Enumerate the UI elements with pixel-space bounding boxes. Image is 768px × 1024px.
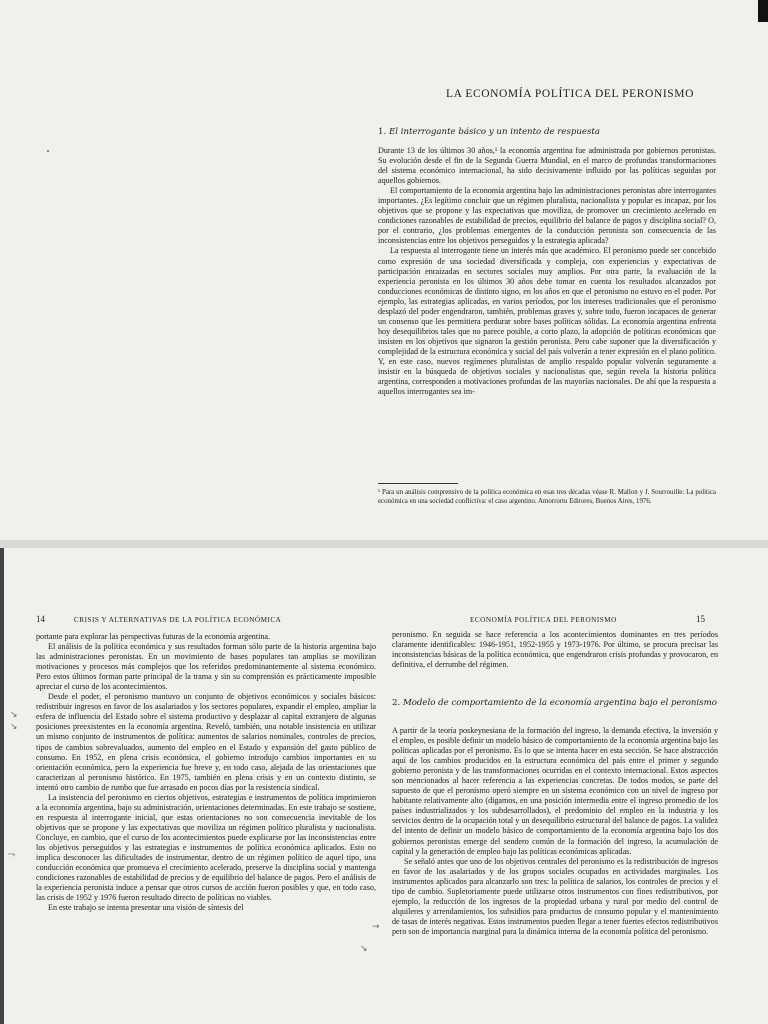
body-paragraph: El comportamiento de la economía argentina bajo las administraciones peronistas abre interrogantes importantes. ¿Es legítimo concluir que un régimen pluralista, nacionalista y popular es incapaz, por los objetivos que se propone y las expectativas que moviliza, de promover un crecimiento acelerado en condiciones razonables de estabilidad de precios, equilibrio del balance de pagos y disciplina social? O, por el contrario, ¿los problemas emergentes de la conducción peronista son consecuencia de las inconsistencias entre los objetivos perseguidos y la estrategia aplicada?	[378, 186, 716, 246]
footnote-rule	[378, 483, 458, 484]
section-1-number: 1.	[378, 127, 387, 137]
page-number-right: 15	[696, 614, 705, 624]
running-head-left: CRISIS Y ALTERNATIVAS DE LA POLÍTICA ECONÓMICA	[74, 616, 282, 624]
body-paragraph: El análisis de la política económica y sus resultados forman sólo parte de la historia argentina bajo las administraciones peronistas. En un movimiento de bases populares tan amplias se movilizan motivaciones y procesos más complejos que los referidos predominantemente al sistema económico. Pero estos últimos forman parte principal de la trama y sin su comprensión es prácticamente imposible apreciar el curso de los acontecimientos.	[36, 642, 376, 692]
body-paragraph: La respuesta al interrogante tiene un interés más que académico. El peronismo puede ser concebido como expresión de una sociedad diversificada y compleja, con experiencias y expectativas de participación enraizadas en sectores sociales muy amplios. Por otra parte, la evaluación de la experiencia peronista en los últimos 30 años debe tomar en cuenta los resultados alcanzados por conducciones económicas de distinto signo, en los años en que el peronismo no estuvo en el poder. Por ejemplo, las estrategias aplicadas, en varios períodos, por los intereses tradicionales que el peronismo desplazó del poder engendraron, también, problemas graves y, sobre todo, fueron incapaces de generar un consenso que les permitiera perdurar sobre bases políticas sólidas. La economía argentina enfrenta hoy desequilibrios tales que no parece posible, a corto plazo, la adopción de políticas económicas que insisten en los objetivos que signaron la gestión peronista. Pero cabe suponer que la diversificación y complejidad de la estructura económica y social del país volverán a tener expresión en el plano político. Y, en este caso, nuevos regímenes pluralistas de amplio respaldo popular volverán seguramente a insistir en la búsqueda de objetivos sociales y nacionalistas que, según revela la historia política argentina, corresponden a motivaciones profundas de las mayorías nacionales. De ahí que la respuesta a aquellos interrogantes sea im-	[378, 246, 716, 397]
pen-mark-left: ⤳	[8, 850, 16, 860]
body-paragraph: Desde el poder, el peronismo mantuvo un conjunto de objetivos económicos y sociales básicos: redistribuir ingresos en favor de los asalariados y los sectores populares, expandir el empleo, ampliar la esfera de influencia del Estado sobre el sistema productivo y desplazar al capital extranjero de algunas posiciones preexistentes en la economía argentina. Reveló, también, una notable insistencia en utilizar un mismo conjunto de instrumentos de política: aumentos de salarios nominales, controles de precios, tipos de cambios sobrevaluados, aumento del empleo en el Estado y expansión del gasto público de consumo. En 1952, en plena crisis económica, el gobierno introdujo cambios importantes en su orientación económica, pero la experiencia fue breve y, en todo caso, alejada de las orientaciones que caracterizan al peronismo histórico. En 1975, también en plena crisis y en un contexto distinto, se intentó otro cambio de rumbo que fue arrasado en pocos días por la resistencia sindical.	[36, 692, 376, 792]
footnote: ¹ Para un análisis comprensivo de la política económica en esas tres décadas véase R. Mallon y J. Sourrouille: La política económica en una sociedad conflictiva: el caso argentino. Amorrortu Editores, Buenos Aires, 1976.	[378, 489, 716, 505]
section-2-number: 2.	[392, 698, 401, 708]
scan-speck	[47, 150, 49, 152]
right-intro-column	[392, 630, 718, 670]
page-number-left: 14	[36, 614, 45, 624]
pen-mark-right: ↘	[360, 944, 368, 954]
pen-mark-right: →	[372, 922, 380, 932]
body-paragraph: Se señaló antes que uno de los objetivos centrales del peronismo es la redistribución de ingresos en favor de los asalariados y de los grupos sociales ocupados en actividades marginales. Los instrumentos aplicados para alcanzarlo son tres: la política de salarios, los controles de precios y el tipo de cambio. Supletoriamente puede utilizarse otros instrumentos con fines redistributivos, por ejemplo, la reducción de los ingresos de la propiedad urbana y rural por medio del control de alquileres y arrendamientos, los subsidios para productos de consumo popular y el mantenimiento de tasas de interés negativas. Estos instrumentos pueden llegar a tener fuertes efectos redistributivos pero son de importancia marginal para la dinámica interna de la economía política del peronismo.	[392, 856, 718, 936]
top-body-column	[378, 146, 716, 397]
body-paragraph: En este trabajo se intenta presentar una visión de síntesis del	[48, 903, 244, 913]
section-2-title: Modelo de comportamiento de la economía argentina bajo el peronismo	[402, 698, 717, 708]
body-paragraph: peronismo. En seguida se hace referencia a los acontecimientos dominantes en tres períodos claramente identificables: 1946-1951, 1952-1955 y 1973-1976. Por último, se procura precisar las inconsistencias básicas de la política económica, que engendraron crisis profundas y provocaron, en definitiva, el derrumbe del régimen.	[392, 630, 718, 670]
section-1-title: El interrogante básico y un intento de respuesta	[388, 127, 600, 137]
body-paragraph: A partir de la teoría poskeynesiana de la formación del ingreso, la demanda efectiva, la inversión y el empleo, es posible definir un modelo básico de comportamiento de la economía argentina bajo las políticas aplicadas por el peronismo. Es lo que se intenta hacer en esta sección. Se hace abstracción aquí de los cambios producidos en la estructura económica del país entre el primer y segundo gobierno peronista y de las transformaciones ocurridas en el contexto internacional. Estos aspectos son mencionados al hacer referencia a las experiencias concretas. De todos modos, se parte del supuesto de que el peronismo operó siempre en un sistema económico con un nivel de ingreso por habitante relativamente alto (digamos, en una posición intermedia entre el ingreso promedio de los países industrializados y los subdesarrollados), el predominio del empleo en la industria y los servicios dentro de la ocupación total y un desequilibrio estructural del balance de pagos. La validez del intento de definir un modelo básico de comportamiento de la economía argentina bajo los dos gobiernos peronistas emerge del sendero común de la formación del ingreso, la acumulación de capital y la generación de empleo bajo las políticas económicas aplicadas.	[392, 726, 718, 856]
chapter-title: LA ECONOMÍA POLÍTICA DEL PERONISMO	[445, 88, 695, 100]
body-paragraph: portante para explorar las perspectivas futuras de la economía argentina.	[36, 632, 271, 641]
left-edge-shadow	[0, 548, 4, 1024]
right-body-column	[392, 726, 718, 937]
pen-mark-left: ↘	[10, 710, 18, 720]
body-paragraph: Durante 13 de los últimos 30 años,¹ la economía argentina fue administrada por gobiernos peronistas. Su evolución desde el fin de la Segunda Guerra Mundial, en el marco de profundas transformaciones del sistema económico internacional, ha sido decisivamente influido por las políticas seguidas por aquellos gobiernos.	[378, 146, 716, 186]
section-2-heading	[392, 698, 718, 708]
section-1-heading	[378, 127, 716, 137]
left-body-column	[36, 632, 376, 913]
scan-edge-bar	[758, 0, 768, 22]
body-paragraph: La insistencia del peronismo en ciertos objetivos, estrategias e instrumentos de política imprimieron a la economía argentina, bajo su administración, orientaciones determinadas. En este trabajo se sostiene, en respuesta al interrogante inicial, que estas orientaciones no son consecuencia inevitable de los objetivos que se propone y las expectativas que moviliza un régimen político pluralista y nacionalista. Concluye, en cambio, que el curso de los acontecimientos puede explicarse por las inconsistencias entre los objetivos perseguidos y las estrategias e instrumentos de política económica aplicados. Esto no implica desconocer las dificultades de instrumentar, dentro de un régimen político de aquel tipo, una conducción económica que promueva el crecimiento acelerado, preserve la disciplina social y mantenga condiciones razonables de estabilidad de precios y de equilibrio del balance de pagos. Pero el análisis de la experiencia peronista induce a pensar que otros cursos de acción fueron posibles y que, en todo caso, las crisis de 1952 y 1976 fueron resultado directo de políticas no viables.	[36, 792, 376, 903]
bottom-spread	[0, 548, 768, 1024]
pen-mark-left: ↘	[10, 722, 18, 732]
running-head-right: ECONOMÍA POLÍTICA DEL PERONISMO	[470, 616, 617, 624]
